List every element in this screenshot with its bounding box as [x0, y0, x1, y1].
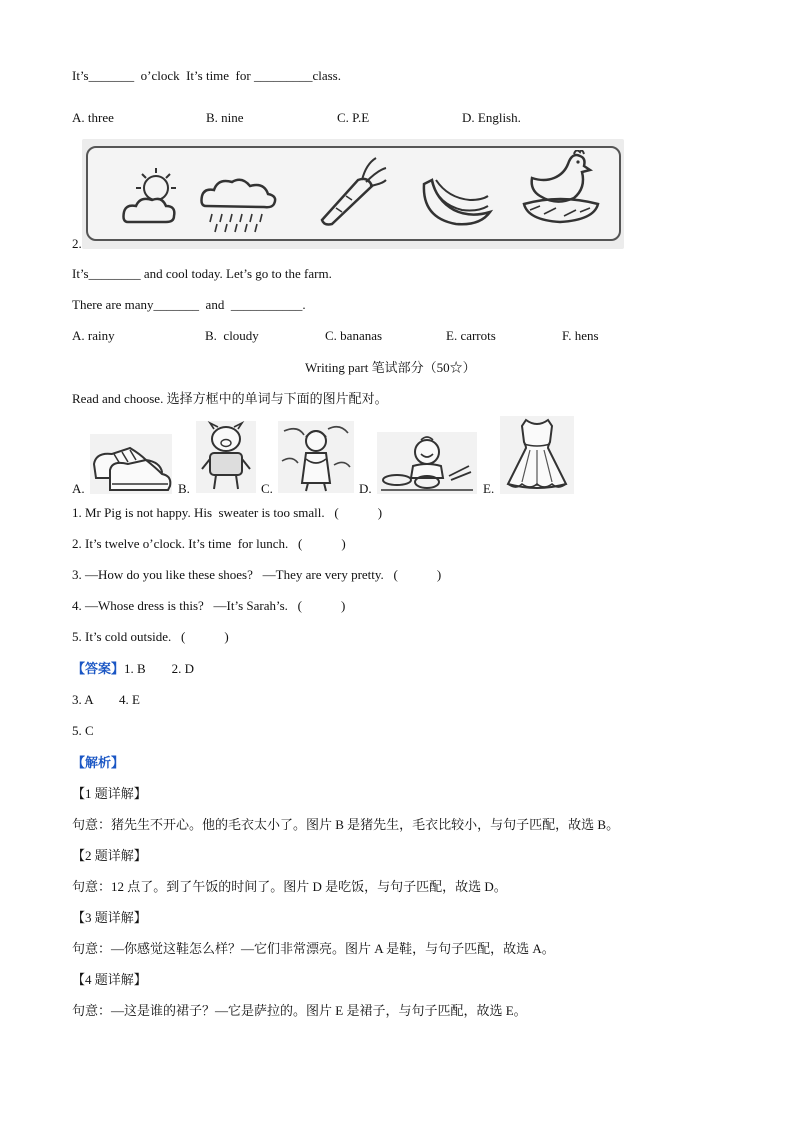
analysis-tag: 【解析】 — [72, 755, 125, 770]
cold-girl-icon — [278, 421, 354, 493]
q1-sentence: It’s_______ o’clock It’s time for _________class. — [72, 68, 341, 83]
q2-option-a: A. rainy — [72, 328, 115, 343]
instruction: Read and choose. 选择方框中的单词与下面的图片配对。 — [72, 391, 388, 406]
q1-option-a: A. three — [72, 110, 114, 125]
detail-4-text: 句意：—这是谁的裙子？—它是萨拉的。图片 E 是裙子，与句子匹配，故选 E。 — [72, 1003, 527, 1018]
answer-tag: 【答案】 — [72, 661, 125, 676]
picture-label-a: A. — [72, 481, 85, 496]
q2-picture-strip — [82, 139, 624, 249]
picture-frame — [86, 146, 621, 241]
question-1: 1. Mr Pig is not happy. His sweater is too small. ( ) — [72, 505, 383, 520]
q2-option-e: E. carrots — [446, 328, 496, 343]
answer-values-1: 1. B 2. D — [124, 661, 195, 676]
q2-option-c: C. bananas — [325, 328, 383, 343]
picture-label-e: E. — [483, 481, 495, 496]
hen-icon — [520, 150, 602, 228]
question-5: 5. It’s cold outside. ( ) — [72, 629, 229, 644]
detail-3-title: 【3 题详解】 — [72, 910, 147, 925]
answer-line-2: 3. A 4. E — [72, 692, 140, 707]
q2-line2: There are many_______ and ___________. — [72, 297, 306, 312]
dress-icon — [500, 416, 574, 494]
question-3: 3. —How do you like these shoes? —They are very pretty. ( ) — [72, 567, 442, 582]
q2-option-f: F. hens — [562, 328, 599, 343]
detail-3-text: 句意：—你感觉这鞋怎么样？—它们非常漂亮。图片 A 是鞋，与句子匹配，故选 A。 — [72, 941, 555, 956]
q1-option-c: C. P.E — [337, 110, 370, 125]
picture-label-d: D. — [359, 481, 372, 496]
q2-line1: It’s________ and cool today. Let’s go to the farm. — [72, 266, 332, 281]
pig-sweater-icon — [196, 421, 256, 493]
rain-cloud-icon — [198, 172, 282, 234]
picture-label-b: B. — [178, 481, 190, 496]
detail-2-text: 句意：12 点了。到了午饭的时间了。图片 D 是吃饭，与句子匹配，故选 D。 — [72, 879, 507, 894]
shoes-icon — [90, 434, 172, 494]
question-4: 4. —Whose dress is this? —It’s Sarah’s. ( ) — [72, 598, 346, 613]
detail-2-title: 【2 题详解】 — [72, 848, 147, 863]
q2-option-b: B. cloudy — [205, 328, 259, 343]
detail-4-title: 【4 题详解】 — [72, 972, 147, 987]
q1-option-b: B. nine — [206, 110, 244, 125]
sun-cloud-icon — [118, 166, 188, 230]
answer-line-1 — [72, 661, 194, 677]
question-2: 2. It’s twelve o’clock. It’s time for lunch. ( ) — [72, 536, 346, 551]
answer-line-3: 5. C — [72, 723, 94, 738]
picture-label-c: C. — [261, 481, 273, 496]
detail-1-title: 【1 题详解】 — [72, 786, 147, 801]
q2-number: 2. — [72, 236, 82, 251]
detail-1-text: 句意：猪先生不开心。他的毛衣太小了。图片 B 是猪先生，毛衣比较小，与句子匹配，故选 B。 — [72, 817, 620, 832]
q1-option-d: D. English. — [462, 110, 521, 125]
writing-part-title: Writing part 笔试部分（50☆） — [305, 360, 476, 375]
banana-icon — [418, 174, 494, 232]
baby-lunch-icon — [377, 432, 477, 494]
carrot-icon — [318, 154, 388, 226]
